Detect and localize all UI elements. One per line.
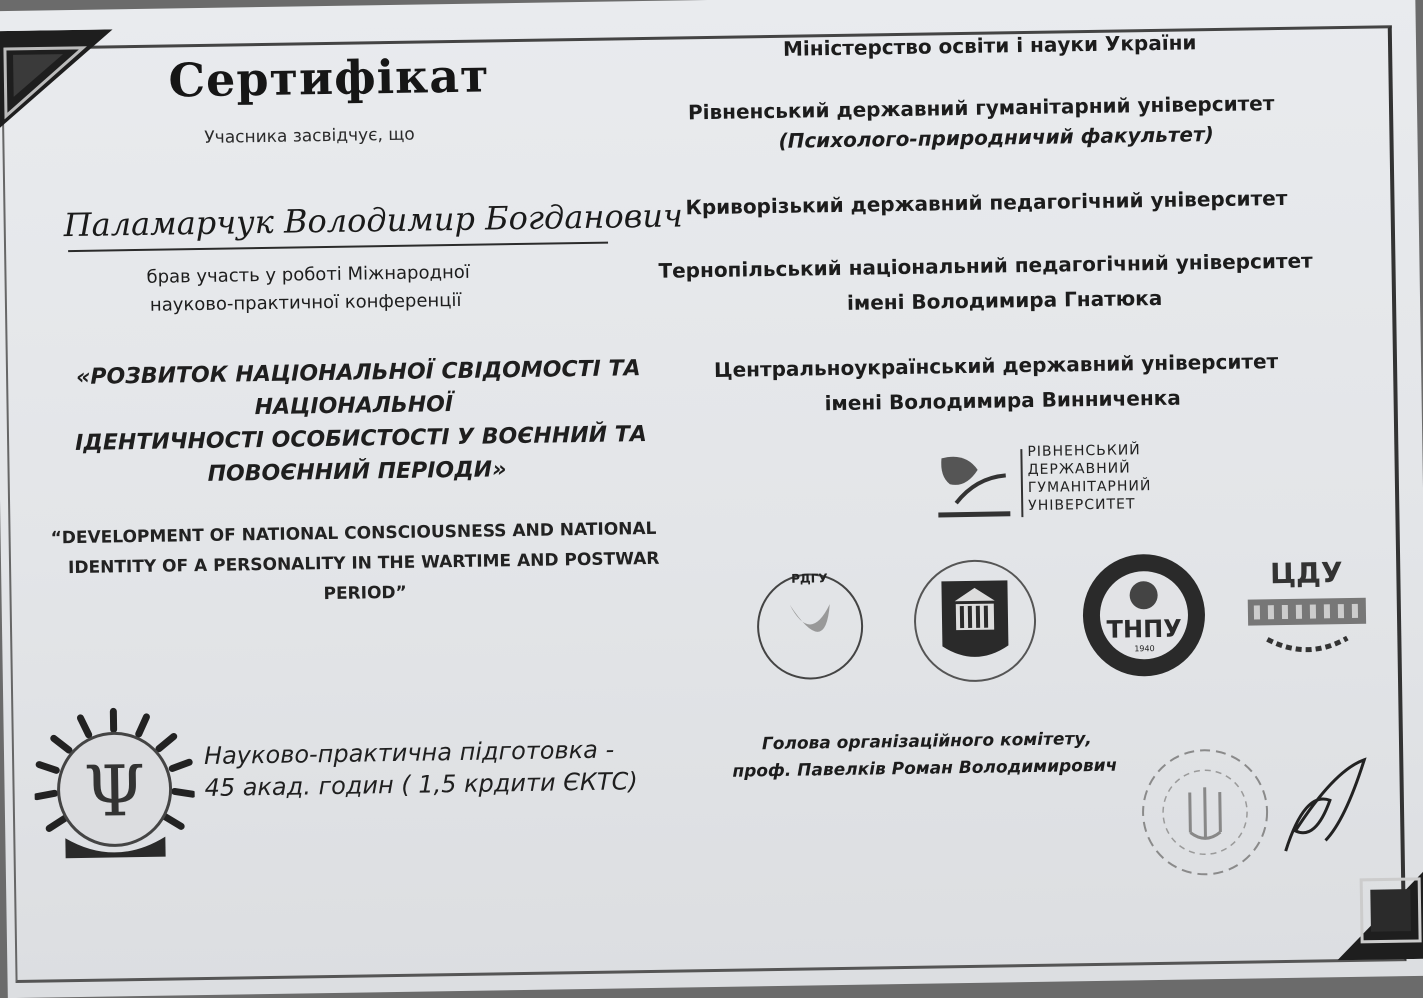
cdu-logo-icon: [1241, 556, 1373, 668]
certificate-title: Сертифікат: [168, 48, 490, 107]
faculty-seal-top-text: РДГУ: [791, 571, 828, 586]
conference-title-en-line1: “DEVELOPMENT OF NATIONAL CONSCIOUSNESS AND NATIONAL: [50, 519, 656, 549]
chair-name: проф. Павелків Роман Володимирович: [732, 756, 1117, 782]
training-hours-line1: Науково-практична підготовка -: [204, 736, 614, 770]
organizer-rdgu: Рівненський державний гуманітарний університет: [688, 91, 1275, 124]
stamp-and-signature-icon: [1134, 729, 1386, 893]
rdgu-logo-text-line4: УНІВЕРСИТЕТ: [1028, 495, 1152, 515]
faculty-seal-icon: [749, 564, 871, 686]
organizer-kdpu: Криворізький державний педагогічний університет: [685, 186, 1287, 219]
participation-text-line2: науково-практичної конференції: [150, 290, 462, 316]
conference-title-ua-line4: ПОВОЄННИЙ ПЕРІОДИ»: [207, 457, 506, 487]
organizer-cdu-line2: імені Володимира Винниченка: [824, 386, 1181, 416]
rdgu-logo-text-line1: РІВНЕНСЬКИЙ: [1027, 441, 1151, 461]
psi-emblem-icon: [33, 706, 195, 868]
conference-title-ua-line2: НАЦІОНАЛЬНОЇ: [254, 392, 453, 420]
kdpu-seal-icon: [909, 555, 1041, 687]
tnpu-seal-year: 1940: [1134, 644, 1154, 653]
rdgu-logo-text-line2: ДЕРЖАВНИЙ: [1028, 459, 1152, 479]
organizer-tnpu-line2: імені Володимира Гнатюка: [847, 286, 1163, 315]
conference-title-en-line3: PERIOD”: [323, 583, 407, 604]
rdgu-logo-text: [1027, 441, 1152, 515]
conference-title-ua-line3: ІДЕНТИЧНОСТІ ОСОБИСТОСТІ У ВОЄННИЙ ТА: [75, 422, 647, 456]
organizer-cdu-line1: Центральноукраїнський державний університет: [714, 349, 1278, 382]
chair-title: Голова організаційного комітету,: [762, 729, 1092, 754]
conference-title-en-line2: IDENTITY OF A PERSONALITY IN THE WARTIME AND POSTWAR: [68, 549, 660, 578]
svg-text:Ψ: Ψ: [83, 750, 146, 833]
participant-name: Паламарчук Володимир Богданович: [63, 196, 683, 244]
training-hours-line2: 45 акад. годин ( 1,5 крдити ЄКТС): [204, 767, 638, 802]
cdu-logo-mark: ЦДУ: [1270, 556, 1343, 590]
organizer-rdgu-faculty: (Психолого-природничий факультет): [778, 122, 1214, 153]
tnpu-seal-mark: ТНПУ: [1106, 615, 1181, 644]
tnpu-seal-icon: [1079, 550, 1209, 680]
organizer-tnpu-line1: Тернопільський національний педагогічний університет: [658, 249, 1312, 283]
participation-text-line1: брав участь у роботі Міжнародної: [146, 262, 470, 288]
rdgu-logo-text-line3: ГУМАНІТАРНИЙ: [1028, 477, 1152, 497]
certificate-subtitle: Учасника засвідчує, що: [204, 125, 415, 148]
conference-title-ua-line1: «РОЗВИТОК НАЦІОНАЛЬНОЇ СВІДОМОСТІ ТА: [76, 356, 641, 390]
organizer-ministry: Міністерство освіти і науки України: [783, 30, 1197, 60]
corner-ornament-top-left: [0, 29, 114, 141]
